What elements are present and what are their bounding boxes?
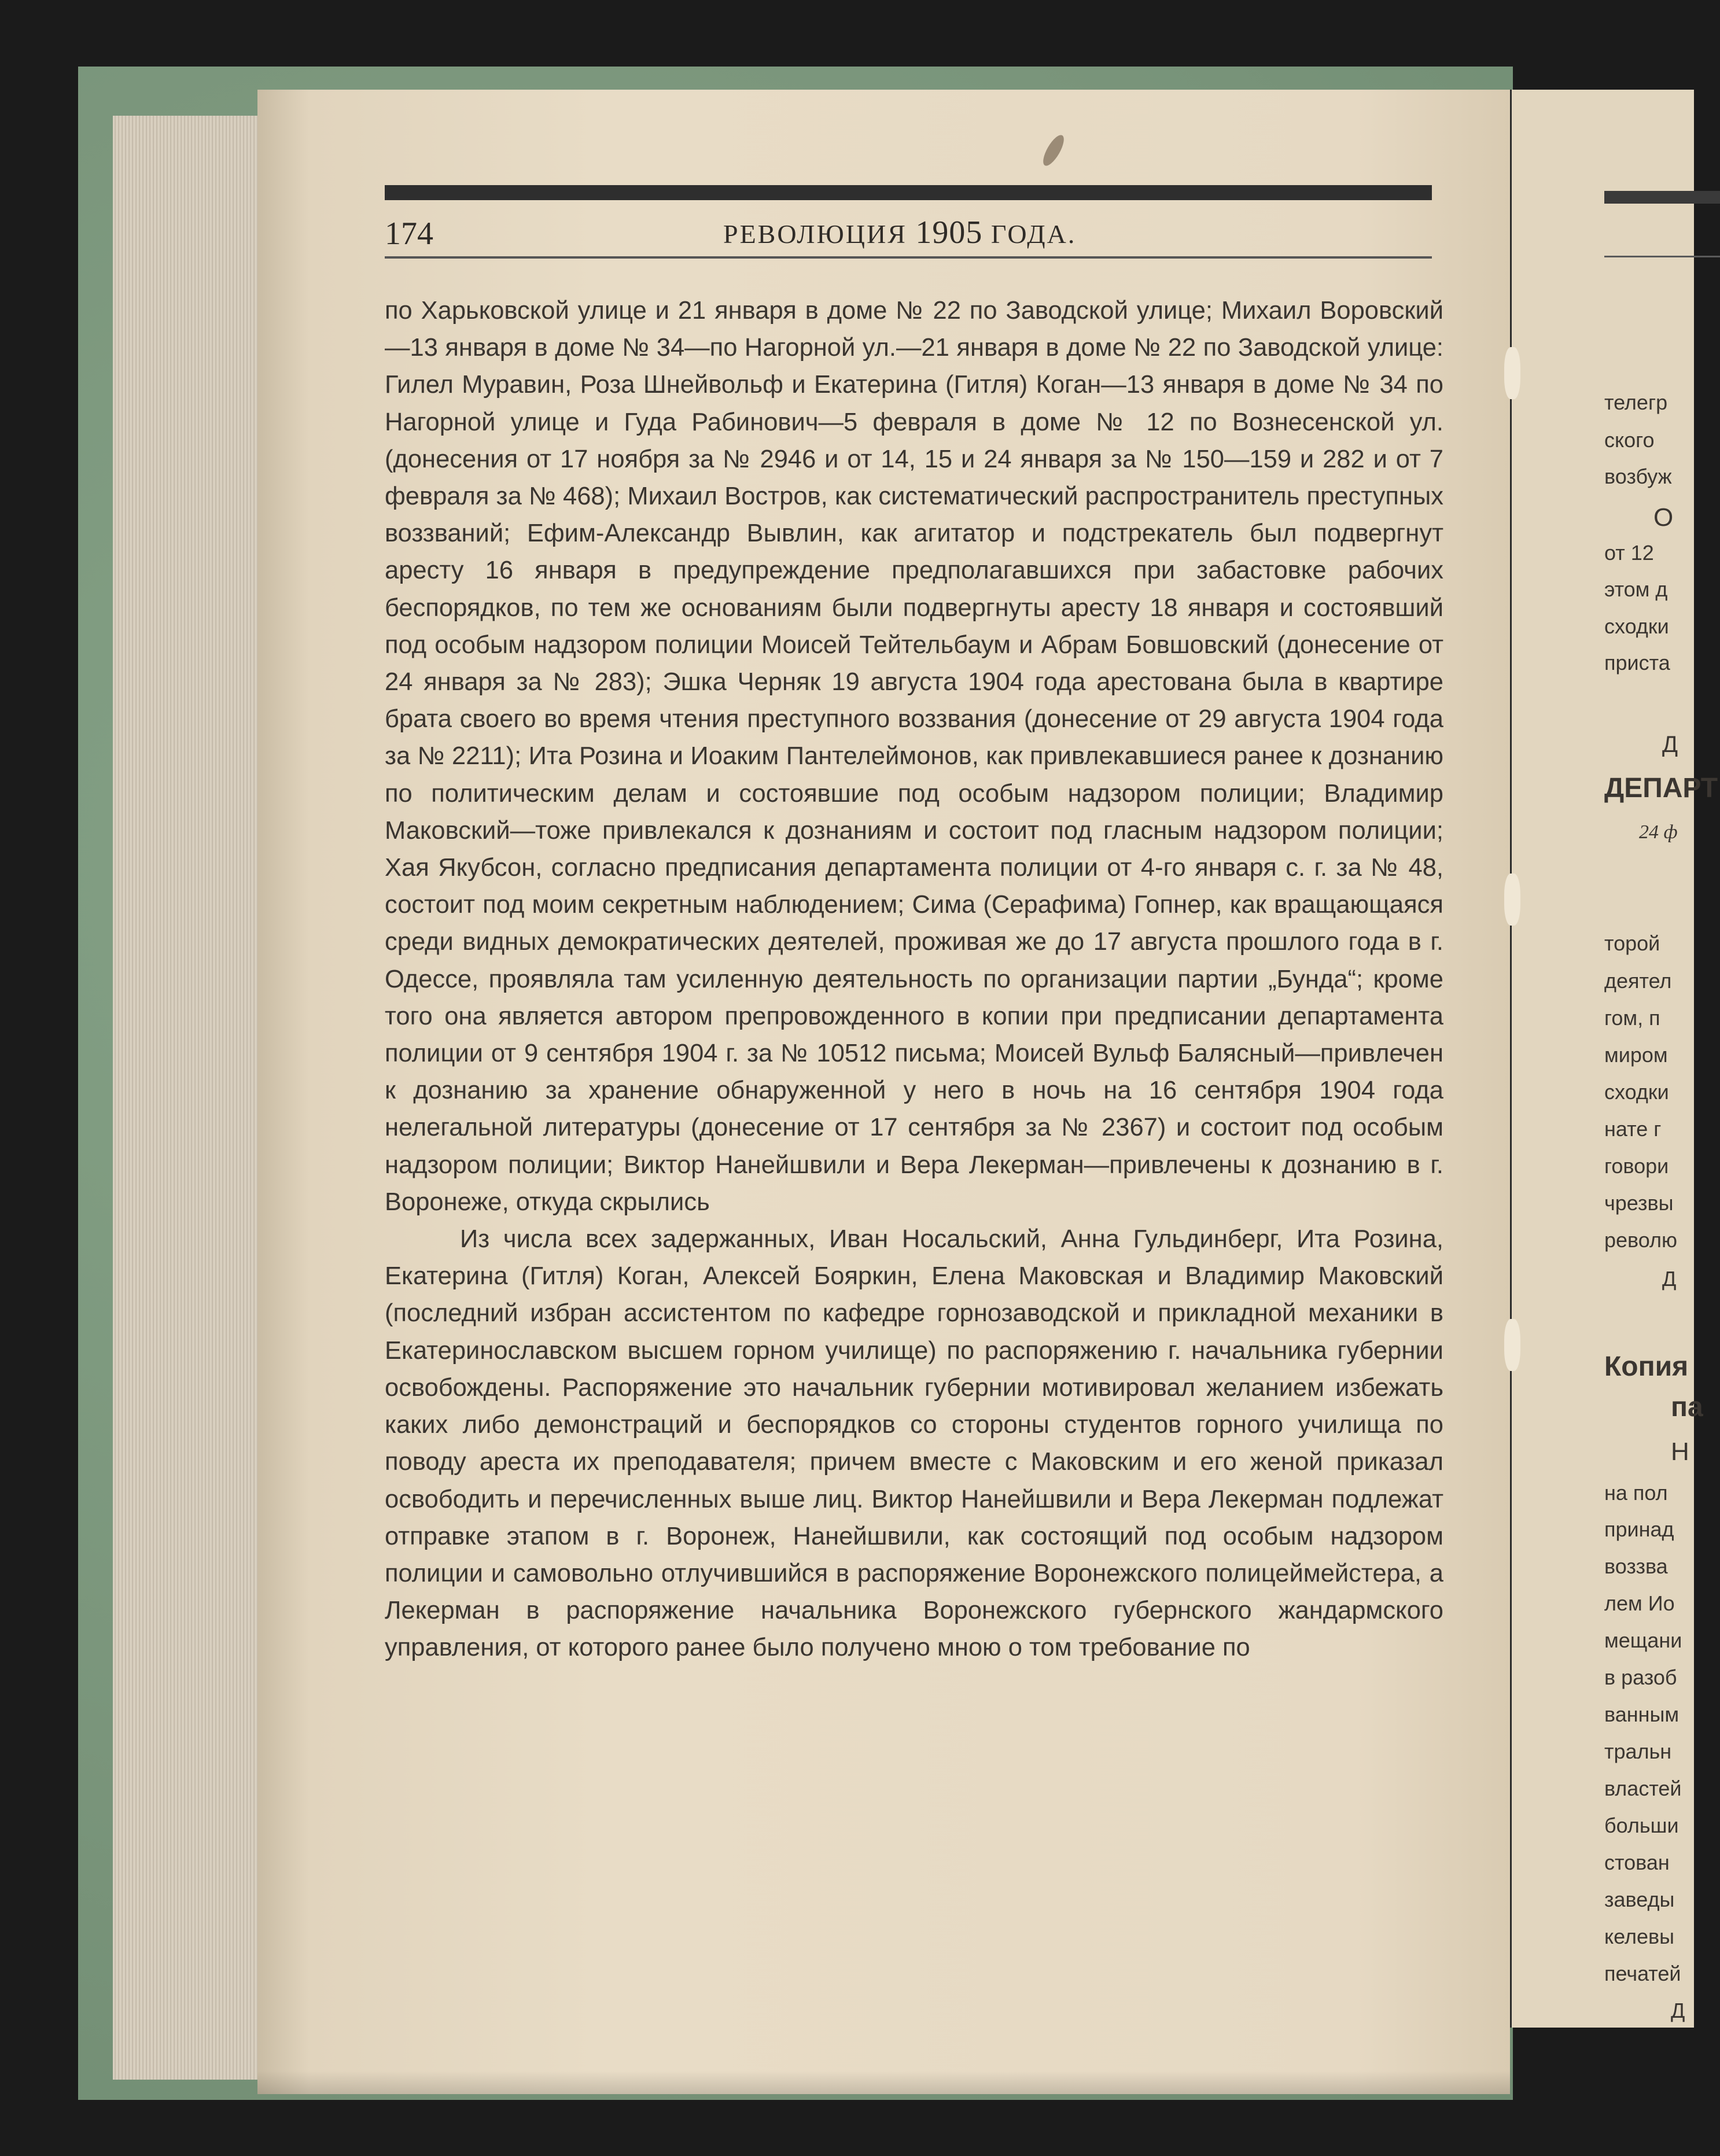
facing-line: ванным: [1604, 1702, 1680, 1726]
page-number: 174: [385, 216, 433, 252]
facing-line: миром: [1604, 1043, 1668, 1067]
facing-line: этом д: [1604, 577, 1668, 601]
facing-line: Н: [1671, 1438, 1689, 1466]
facing-heading: Копия: [1604, 1351, 1689, 1382]
facing-line: Д: [1671, 1999, 1685, 2022]
running-title-word: РЕВОЛЮЦИЯ: [723, 219, 907, 249]
facing-line: гом, п: [1604, 1006, 1660, 1030]
facing-line: Д: [1662, 732, 1678, 757]
facing-line: деятел: [1604, 969, 1672, 993]
facing-line: чрезвы: [1604, 1191, 1674, 1215]
binding-tab: [1504, 1319, 1520, 1371]
facing-line: больши: [1604, 1814, 1679, 1837]
facing-line: воззва: [1604, 1554, 1668, 1578]
facing-page: [1510, 90, 1718, 2028]
paragraph: Из числа всех задержанных, Иван Носальский, Анна Гульдинберг, Ита Розина, Екатерина (Гитля) Коган, Алексей Бояркин, Елена Маковская и Владимир Маковский (последний избран ассистентом по кафедре горнозаводской и прикладной механики в Екатеринославском высшем горном училище) по распоряжению г. начальника губернии освобождены. Распоряжение это начальник губернии мотивировал желанием избежать каких либо демонстраций и беспорядков со стороны студентов горного училища по поводу ареста их преподавателя; причем вместе с Маковским и его женой приказал освободить и перечисленных выше лиц. Виктор Нанейшвили и Вера Лекерман подлежат отправке этапом в г. Воронеж, Нанейшвили, как состоящий под особым надзором полиции и самовольно отлучившийся в распоряжение Воронежского полицеймейстера, а Лекерман в распоряжение начальника Воронежского губернского жандармского управления, от которого ранее было получено мною о том требование по: [385, 1225, 1443, 1662]
facing-line: торой: [1604, 931, 1660, 955]
facing-line: от 12: [1604, 541, 1654, 565]
running-title-year: 1905: [915, 215, 983, 250]
running-title-suffix: ГОДА.: [990, 219, 1077, 249]
header-bar: [385, 185, 1432, 200]
facing-line: властей: [1604, 1777, 1682, 1800]
facing-line: сходки: [1604, 614, 1669, 638]
facing-line: принад: [1604, 1517, 1674, 1541]
facing-line: возбуж: [1604, 465, 1672, 488]
facing-line: телегр: [1604, 390, 1668, 414]
facing-line: заведы: [1604, 1888, 1675, 1911]
facing-line: нате г: [1604, 1117, 1662, 1141]
facing-date: 24 ф: [1639, 821, 1678, 843]
facing-line: печатей: [1604, 1962, 1681, 1985]
facing-heading: ДЕПАРТ: [1604, 773, 1718, 804]
facing-line: сходки: [1604, 1080, 1669, 1104]
page-edges: [113, 116, 270, 2080]
facing-line: стован: [1604, 1851, 1670, 1874]
facing-line: говори: [1604, 1154, 1669, 1178]
page-shadow: [257, 2071, 1510, 2094]
facing-line: в разоб: [1604, 1665, 1677, 1689]
facing-line: тральн: [1604, 1739, 1672, 1763]
running-title: [723, 214, 1076, 251]
facing-line: ского: [1604, 428, 1655, 452]
binding-tab: [1504, 347, 1520, 399]
facing-line: мещани: [1604, 1628, 1682, 1652]
facing-line: келевы: [1604, 1925, 1675, 1948]
header-rule: [385, 256, 1432, 259]
facing-line: на пол: [1604, 1481, 1668, 1505]
paragraph: по Харьковской улице и 21 января в доме № 22 по Заводской улице; Михаил Воровский—13 января в доме № 34—по Нагорной ул.—21 января в доме № 22 по Заводской улице: Гилел Муравин, Роза Шнейвольф и Екатерина (Гитля) Коган—13 января в доме № 34 по Нагорной улице и Гуда Рабинович—5 февраля в доме № 12 по Вознесенской ул. (донесения от 17 ноября за № 2946 и от 14, 15 и 24 января за № 150—159 и 282 и от 7 февраля за № 468); Михаил Востров, как систематический распространитель преступных воззваний; Ефим-Александр Вывлин, как агитатор и подстрекатель был подвергнут аресту 16 января в предупреждение предполагавшихся при забастовке рабочих беспорядков, по тем же основаниям были подвергнуты аресту 18 января и состоявший под особым надзором полиции Моисей Тейтельбаум и Абрам Бовшовский (донесение от 24 января за № 283); Эшка Черняк 19 августа 1904 года арестована была в квартире брата своего во время чтения преступного воззвания (донесение от 29 августа 1904 года за № 2211); Ита Розина и Иоаким Пантелеймонов, как привлекавшиеся ранее к дознанию по политическим делам и состоявшие под особым надзором полиции; Владимир Маковский—тоже привлекался к дознаниям и состоит под гласным надзором полиции; Хая Якубсон, согласно предписания департамента полиции от 4-го января с. г. за № 48, состоит под моим секретным наблюдением; Сима (Серафима) Гопнер, как вращающаяся среди видных демократических деятелей, проживая же до 17 августа прошлого года в г. Одессе, проявляла там усиленную деятельность по организации партии „Бунда“; кроме того она является автором препровожденного в копии при предписании департамента полиции от 9 сентября 1904 г. за № 10512 письма; Моисей Вульф Балясный—привлечен к дознанию за хранение обнаруженной у него в ночь на 16 сентября 1904 года нелегальной литературы (донесение от 17 сентября за № 2367) и состоит под особым надзором полиции; Виктор Нанейшвили и Вера Лекерман—привлечены к дознанию в г. Воронеже, откуда скрылись: [385, 297, 1443, 1216]
facing-heading: па: [1671, 1392, 1703, 1422]
facing-line: О: [1653, 503, 1674, 532]
facing-page-text: [1604, 90, 1720, 2028]
facing-line: Д: [1662, 1267, 1677, 1291]
facing-line: приста: [1604, 651, 1670, 675]
facing-line: лем Ио: [1604, 1591, 1675, 1615]
body-text: [385, 292, 1443, 1667]
facing-line: револю: [1604, 1228, 1677, 1252]
binding-tab: [1504, 874, 1520, 926]
